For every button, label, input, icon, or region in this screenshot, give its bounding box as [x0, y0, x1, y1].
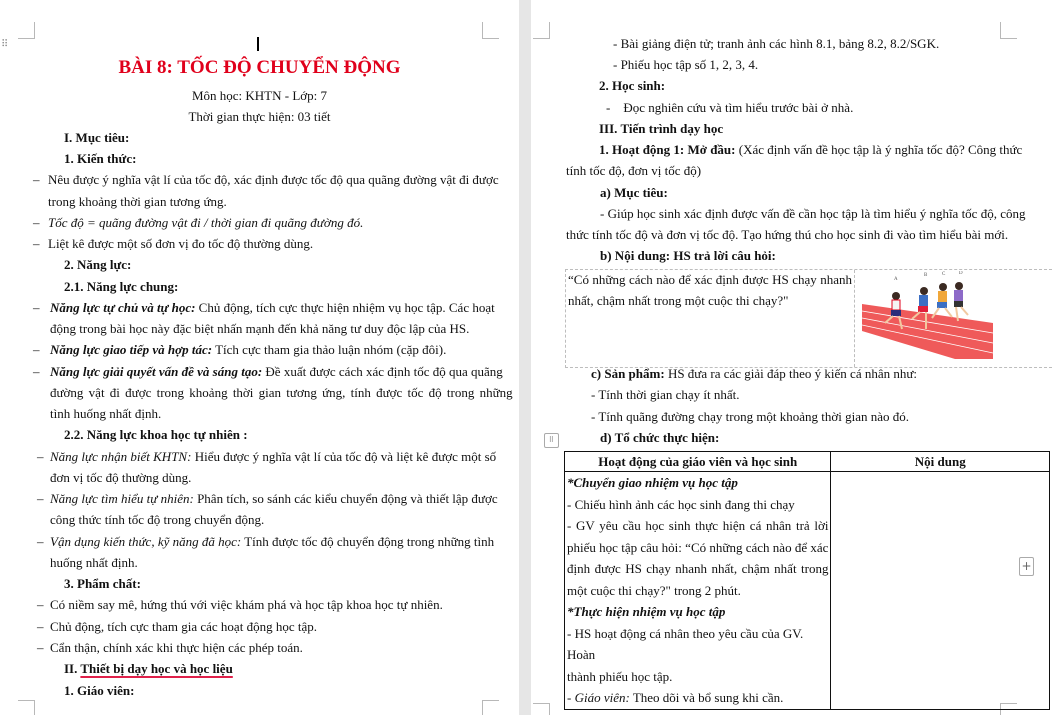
cell-text	[567, 687, 828, 709]
question-layout-table	[565, 269, 1052, 368]
list-bullet: –	[33, 300, 40, 315]
list-item-cont: tình huống nhất định.	[50, 406, 162, 421]
list-item: Nêu được ý nghĩa vật lí của tốc độ, xác định được tốc độ qua quãng đường vật đi được	[48, 172, 499, 187]
list-item: Chủ động, tích cực tham gia các hoạt động học tập.	[50, 619, 317, 634]
heading-teacher: 1. Giáo viên:	[64, 683, 135, 698]
list-bullet: –	[33, 364, 40, 379]
list-bullet: –	[37, 640, 44, 655]
subject-line: Môn học: KHTN - Lớp: 7	[191, 88, 328, 103]
add-row-button-icon[interactable]: +	[1019, 557, 1034, 576]
activity1-text-cont: tính tốc độ, đơn vị tốc độ)	[566, 163, 702, 178]
runner-label: D	[959, 271, 963, 276]
list-bullet: –	[37, 449, 44, 464]
cell-subheading: *Chuyển giao nhiệm vụ học tập	[567, 475, 738, 490]
list-item	[50, 342, 446, 358]
activity-table	[564, 451, 1050, 710]
cell-text: - Chiếu hình ảnh các học sinh đang thi chạy	[567, 496, 795, 512]
list-bullet: –	[33, 236, 40, 251]
heading-goal: a) Mục tiêu:	[600, 185, 668, 200]
item-label: Năng lực nhận biết KHTN:	[50, 449, 192, 464]
item-text: Đề xuất được cách xác định tốc độ qua quãng	[262, 364, 503, 379]
list-item	[50, 491, 498, 507]
list-item	[50, 364, 503, 380]
document-page-1	[0, 0, 519, 715]
drag-handle-icon[interactable]: ⠿	[1, 39, 8, 50]
teacher-item: - Phiếu học tập số 1, 2, 3, 4.	[613, 57, 759, 72]
item-text: Hiểu được ý nghĩa vật lí của tốc độ và liệt kê được một số	[191, 449, 497, 464]
list-item: Tốc độ = quãng đường vật đi / thời gian đi quãng đường đó.	[48, 215, 364, 230]
table-cell-activity[interactable]	[565, 472, 831, 710]
table-cell-content[interactable]	[831, 472, 1050, 710]
activity1-text: (Xác định vấn đề học tập là ý nghĩa tốc độ? Công thức	[735, 142, 1023, 157]
heading-general-competency: 2.1. Năng lực chung:	[64, 279, 179, 294]
list-bullet: –	[37, 619, 44, 634]
heading-organization: d) Tổ chức thực hiện:	[600, 430, 720, 445]
list-item	[50, 300, 495, 316]
duration-line: Thời gian thực hiện: 03 tiết	[188, 109, 331, 124]
item-label: Năng lực giải quyết vấn đề và sáng tạo:	[50, 364, 263, 379]
section-heading-objectives: I. Mục tiêu:	[64, 130, 130, 145]
list-item: Liệt kê được một số đơn vị đo tốc độ thường dùng.	[48, 236, 314, 251]
product-item: - Tính thời gian chạy ít nhất.	[591, 387, 740, 402]
crop-mark	[18, 22, 35, 39]
list-item: Có niềm say mê, hứng thú với việc khám phá và học tập khoa học tự nhiên.	[50, 597, 443, 612]
question-line: “Có những cách nào để xác định được HS chạy nhanh	[568, 272, 852, 287]
list-item: Cẩn thận, chính xác khi thực hiện các phép toán.	[50, 640, 303, 655]
item-label: Năng lực tìm hiểu tự nhiên:	[50, 491, 194, 506]
document-title: BÀI 8: TỐC ĐỘ CHUYỂN ĐỘNG	[118, 57, 401, 78]
table-row	[565, 472, 1050, 710]
page-gap	[519, 0, 531, 715]
crop-mark	[533, 22, 550, 39]
list-item-cont: trong khoảng thời gian tương ứng.	[48, 194, 227, 209]
crop-mark	[18, 700, 35, 715]
student-item: - Đọc nghiên cứu và tìm hiểu trước bài ở nhà.	[606, 100, 854, 115]
list-item	[50, 534, 494, 550]
product-label: c) Sản phẩm:	[591, 366, 665, 381]
cell-text: một cuộc thi chạy?" trong 2 phút.	[567, 582, 741, 598]
cell-text: thành phiếu học tập.	[567, 668, 673, 684]
section-heading-process: III. Tiến trình dạy học	[599, 121, 724, 136]
heading-content: b) Nội dung: HS trả lời câu hỏi:	[600, 248, 776, 263]
crop-mark	[533, 703, 550, 715]
section-title-spellcheck[interactable]: Thiết bị dạy học và học liệu	[80, 661, 233, 676]
cell-label: Giáo viên:	[574, 690, 630, 705]
list-bullet: –	[33, 215, 40, 230]
crop-mark	[1000, 22, 1017, 39]
text-cursor	[257, 37, 259, 51]
product-item: - Tính quãng đường chạy trong một khoảng thời gian nào đó.	[591, 409, 910, 424]
runner-label: A	[894, 277, 898, 282]
cell-text: định được HS chạy nhanh nhất, chậm nhất trong	[567, 561, 829, 576]
heading-qualities: 3. Phẩm chất:	[64, 576, 141, 591]
activity1-label: 1. Hoạt động 1: Mở đầu:	[599, 142, 736, 157]
list-bullet: –	[33, 342, 40, 357]
goal-text: - Giúp học sinh xác định được vấn đề cần học tập là tìm hiểu ý nghĩa tốc độ, công	[600, 206, 1026, 221]
cell-subheading: *Thực hiện nhiệm vụ học tập	[567, 604, 726, 619]
list-item	[50, 449, 496, 465]
product-line	[591, 366, 917, 382]
table-header-cell: Nội dung	[831, 452, 1050, 472]
runner-label: B	[924, 273, 928, 278]
item-text: Tính được tốc độ chuyển động trong những tình	[241, 534, 495, 549]
section-number: II.	[64, 661, 81, 676]
runner-label: C	[942, 272, 946, 277]
list-item-cont: đường vật đi được trong khoảng thời gian tương ứng, tính được tốc độ trong những	[50, 385, 513, 400]
list-bullet: –	[37, 597, 44, 612]
item-label: Năng lực tự chủ và tự học:	[50, 300, 196, 315]
table-header-row	[565, 452, 1050, 472]
cell-text: Theo dõi và bổ sung khi cần.	[629, 690, 784, 705]
document-page-2	[531, 0, 1052, 715]
table-header-cell: Hoạt động của giáo viên và học sinh	[565, 452, 831, 472]
heading-knowledge: 1. Kiến thức:	[64, 151, 137, 166]
heading-science-competency: 2.2. Năng lực khoa học tự nhiên :	[64, 427, 248, 442]
heading-student: 2. Học sinh:	[599, 78, 666, 93]
list-item-cont: động trong bài học này đặc biệt nhấn mạnh đến khả năng tư duy độc lập của HS.	[50, 321, 470, 336]
activity1-line	[599, 142, 1022, 158]
item-text: Phân tích, so sánh các kiểu chuyển động và thiết lập được	[193, 491, 498, 506]
table-move-handle-icon[interactable]: ⠿	[544, 433, 559, 448]
dash: -	[567, 690, 575, 705]
item-text: Tích cực tham gia thảo luận nhóm (cặp đôi).	[212, 342, 447, 357]
section-heading-equipment	[64, 661, 233, 677]
item-label: Năng lực giao tiếp và hợp tác:	[50, 342, 213, 357]
item-text: Chủ động, tích cực thực hiện nhiệm vụ học tập. Các hoạt	[195, 300, 495, 315]
list-item-cont: đơn vị tốc độ thường dùng.	[50, 470, 192, 485]
item-label: Vận dụng kiến thức, kỹ năng đã học:	[50, 534, 242, 549]
list-bullet: –	[33, 172, 40, 187]
crop-mark	[482, 700, 499, 715]
cell-divider	[854, 270, 855, 367]
product-text: HS đưa ra các giải đáp theo ý kiến cá nhân như:	[664, 366, 918, 381]
teacher-item: - Bài giảng điện tử; tranh ảnh các hình 8.1, bảng 8.2, 8.2/SGK.	[613, 36, 940, 51]
goal-text-cont: thức tính tốc độ và đơn vị tốc độ. Tạo hứng thú cho học sinh đi vào tìm hiểu bài mới.	[566, 227, 1009, 242]
crop-mark	[482, 22, 499, 39]
list-item-cont: công thức tính tốc độ trong chuyển động.	[50, 512, 265, 527]
cell-text: phiếu học tập câu hỏi: “Có những cách nào để xác	[567, 539, 829, 555]
cell-text: - GV yêu cầu học sinh thực hiện cá nhân trả lời	[567, 518, 829, 533]
heading-competency: 2. Năng lực:	[64, 257, 132, 272]
list-bullet: –	[37, 534, 44, 549]
list-bullet: –	[37, 491, 44, 506]
cell-text: - HS hoạt động cá nhân theo yêu cầu của GV. Hoàn	[567, 625, 804, 662]
question-line: nhất, chậm nhất trong một cuộc thi chạy?"	[568, 293, 789, 308]
list-item-cont: huống nhất định.	[50, 555, 138, 570]
running-race-image	[860, 271, 1000, 363]
question-text	[568, 272, 852, 288]
